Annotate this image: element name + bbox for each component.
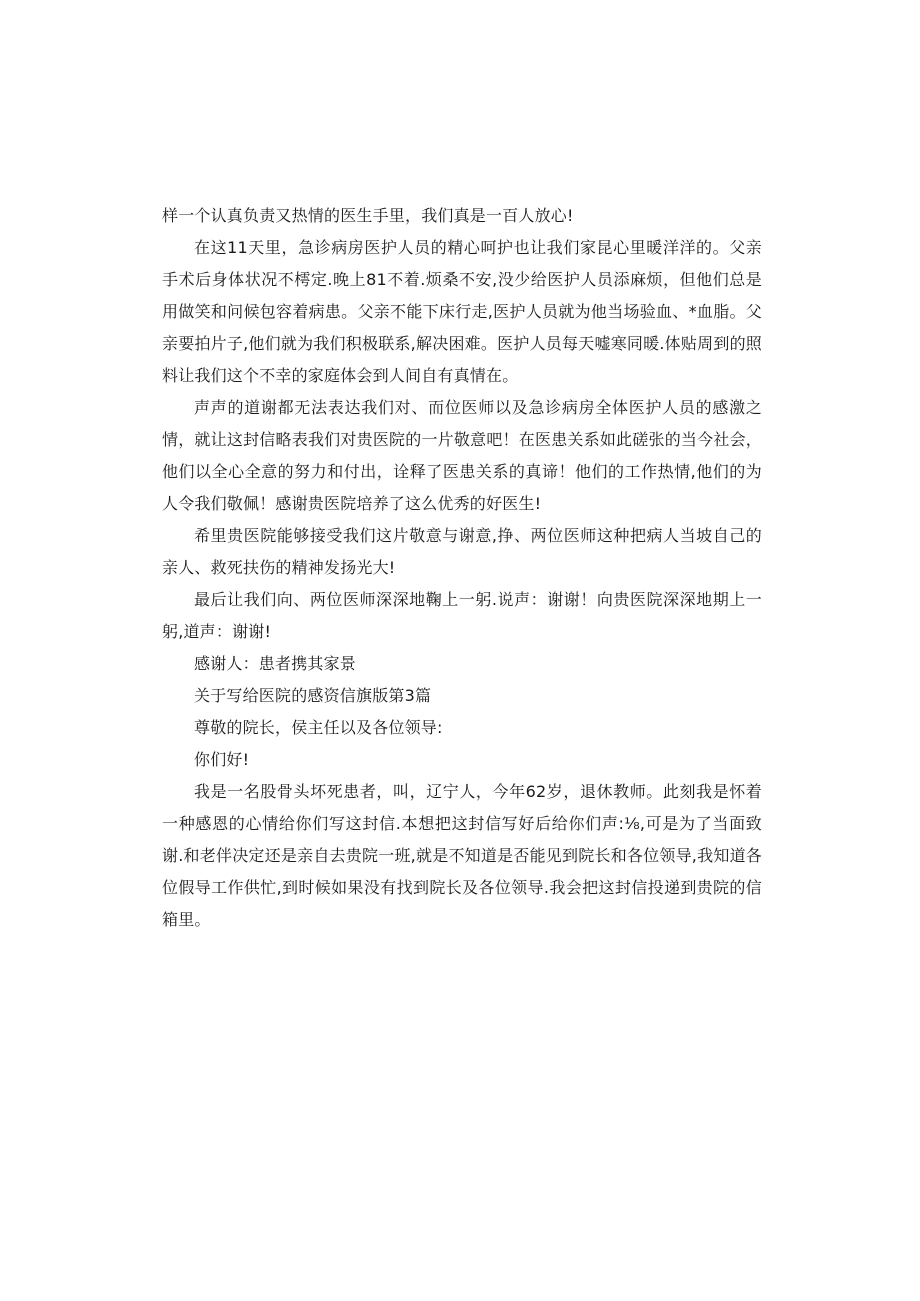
signature-line: 感谢人：患者携其家景 (194, 654, 357, 673)
paragraph-bow: 最后让我们向、两位医师深深地鞠上一躬.说声：谢谢！向贵医院深深地期上一躬,道声：谢谢! (162, 590, 762, 641)
section-heading: 关于写给医院的感资信旗版第3篇 (194, 686, 432, 705)
paragraph-eleven-days: 在这11天里，急诊病房医护人员的精心呵护也让我们家昆心里暖洋洋的。父亲手术后身体状况不樗定.晚上81不着.烦桑不安,没少给医护人员添麻烦，但他们总是用做笑和问候包容着病患。父亲不能下床行走,医护人员就为他当场验血、*血脂。父亲要拍片子,他们就为我们积极联系,解决困难。医护人员每天嘘寒同暖.体贴周到的照料让我们这个不幸的家庭体会到人间自有真情在。 (162, 238, 762, 385)
paragraph-hope: 希里贵医院能够接受我们这片敬意与谢意,挣、两位医师这种把病人当坡自己的亲人、救死扶伤的精神发扬光大! (162, 526, 762, 577)
greeting: 你们好! (194, 750, 250, 769)
letter-body (162, 200, 762, 936)
salutation: 尊敬的院长，侯主任以及各位领导: (194, 718, 443, 737)
paragraph-continuation: 样一个认真负责又热情的医生手里，我们真是一百人放心! (162, 206, 574, 225)
paragraph-gratitude: 声声的道谢都无法表达我们对、而位医师以及急诊病房全体医护人员的感激之情，就让这封信略表我们对贵医院的一片敬意吧！在医患关系如此磋张的当今社会，他们以全心全意的努力和付出，诠释了医患关系的真谛！他们的工作热情,他们的为人令我们敬佩！感谢贵医院培养了这么优秀的好医生! (162, 398, 762, 513)
paragraph-introduction: 我是一名股骨头坏死患者，叫，辽宁人，今年62岁，退休教师。此刻我是怀着一种感恩的心情给你们写这封信.本想把这封信写好后给你们声:⅛,可是为了当面致谢.和老伴决定还是亲自去贵院一班,就是不知道是否能见到院长和各位领导,我知道各位假导工作供忙,到时候如果没有找到院长及各位领导.我会把这封信投递到贵院的信箱里。 (162, 782, 762, 929)
